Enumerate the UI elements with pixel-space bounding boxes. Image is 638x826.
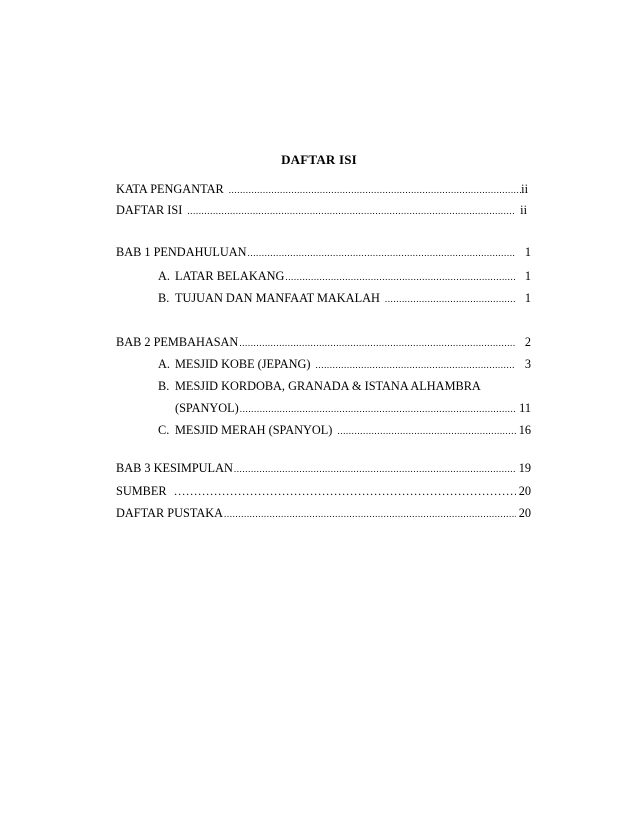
dot-leader xyxy=(312,356,515,374)
dot-leader xyxy=(248,244,515,262)
toc-entry-latar-belakang xyxy=(158,267,531,285)
toc-entry-label: KATA PENGANTAR xyxy=(116,182,224,196)
toc-entry-text: MESJID KORDOBA, GRANADA & ISTANA ALHAMBRA xyxy=(175,379,481,393)
toc-entry-mesjid-kobe xyxy=(158,355,531,373)
toc-page-number: 11 xyxy=(519,401,531,415)
dot-leader xyxy=(239,334,515,352)
dot-leader xyxy=(224,505,516,523)
toc-entry-text: LATAR BELAKANG xyxy=(175,269,285,283)
toc-entry-letter: B. xyxy=(158,291,170,305)
toc-page-number: 1 xyxy=(524,291,531,305)
toc-page-number: 19 xyxy=(518,461,531,475)
toc-page-number: 16 xyxy=(518,423,531,437)
toc-entry-text: MESJID KOBE (JEPANG) xyxy=(175,357,311,371)
toc-entry-sumber xyxy=(116,482,531,500)
dot-leader xyxy=(234,460,516,478)
toc-page-number: 20 xyxy=(518,484,531,498)
toc-page-number: ii xyxy=(520,203,527,217)
dot-leader xyxy=(240,400,516,418)
toc-entry-kata-pengantar xyxy=(116,180,528,198)
toc-entry-label xyxy=(158,421,333,439)
toc-entry-label: DAFTAR PUSTAKA xyxy=(116,506,224,520)
toc-page-number: 1 xyxy=(524,245,531,259)
toc-entry-text: MESJID MERAH (SPANYOL) xyxy=(175,423,333,437)
toc-entry-daftar-isi xyxy=(116,201,527,219)
toc-entry-bab-3 xyxy=(116,459,531,477)
toc-entry-bab-1 xyxy=(116,243,531,261)
dot-leader xyxy=(225,181,521,199)
toc-entry-label: BAB 3 KESIMPULAN xyxy=(116,461,233,475)
toc-entry-label xyxy=(158,267,285,285)
dot-leader xyxy=(333,422,515,440)
toc-entry-letter: A. xyxy=(158,357,170,371)
toc-page-number: 1 xyxy=(524,269,531,283)
toc-entry-tujuan xyxy=(158,289,531,307)
toc-page-number: 2 xyxy=(524,335,531,349)
toc-entry-label: BAB 2 PEMBAHASAN xyxy=(116,335,239,349)
toc-entry-label xyxy=(158,355,312,373)
toc-entry-mesjid-merah xyxy=(158,421,531,439)
toc-entry-label: (SPANYOL) xyxy=(175,401,239,415)
toc-entry-label xyxy=(158,289,381,307)
toc-entry-label: DAFTAR ISI xyxy=(116,203,183,217)
toc-entry-text: TUJUAN DAN MANFAAT MAKALAH xyxy=(175,291,380,305)
toc-entry-spanyol xyxy=(175,399,531,417)
page-title: DAFTAR ISI xyxy=(281,152,357,167)
toc-page-number: 3 xyxy=(524,357,531,371)
toc-entry-letter: B. xyxy=(158,379,170,393)
toc-entry-mesjid-kordoba xyxy=(158,377,481,395)
toc-entry-bab-2 xyxy=(116,333,531,351)
dot-leader xyxy=(168,482,516,501)
toc-entry-letter: C. xyxy=(158,423,170,437)
toc-entry-label: SUMBER xyxy=(116,484,167,498)
dot-leader xyxy=(183,202,514,220)
toc-page-number: ii xyxy=(521,182,528,196)
toc-entry-label: BAB 1 PENDAHULUAN xyxy=(116,245,247,259)
toc-page-number: 20 xyxy=(518,506,531,520)
dot-leader xyxy=(285,268,515,286)
dot-leader xyxy=(381,290,515,308)
toc-entry-daftar-pustaka xyxy=(116,504,531,522)
toc-entry-letter: A. xyxy=(158,269,170,283)
